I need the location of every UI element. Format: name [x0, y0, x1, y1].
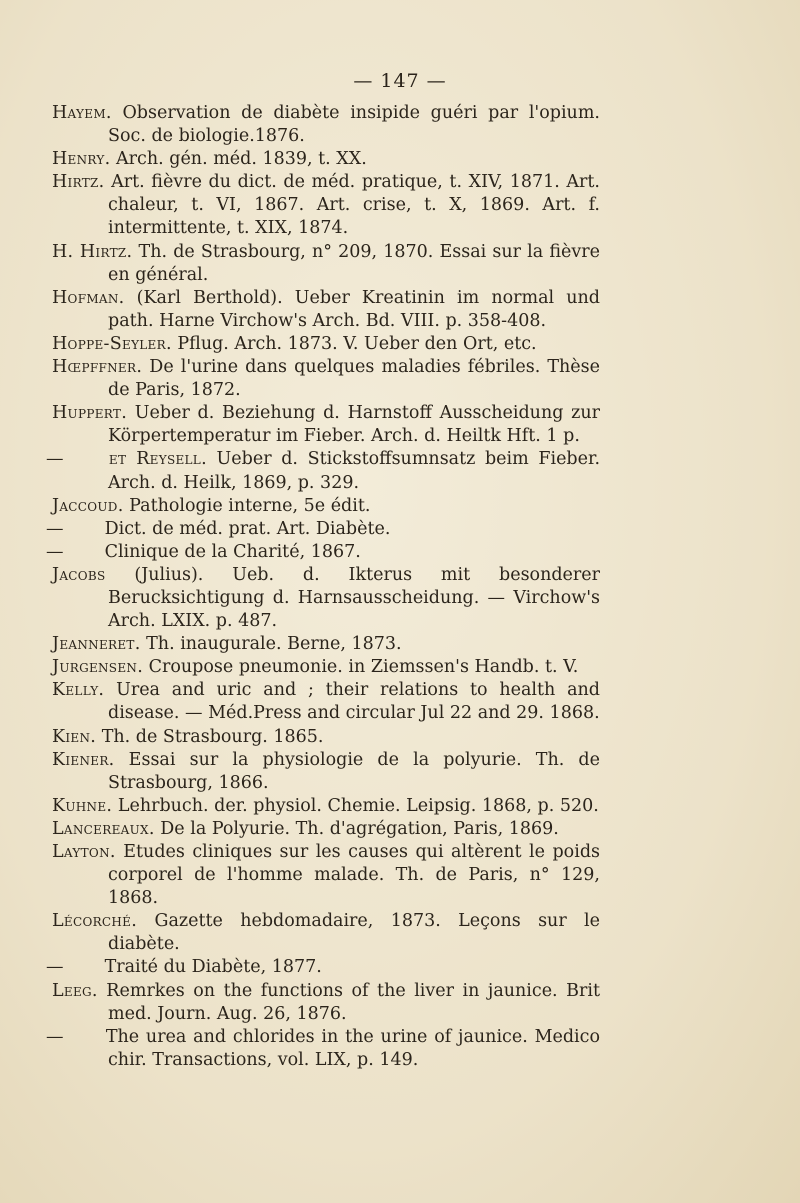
ditto-dash: —	[46, 541, 64, 562]
ditto-dash: —	[46, 449, 64, 470]
bibliography-entry	[52, 171, 600, 240]
bibliography-entry	[52, 241, 600, 287]
author-name: Hofman.	[52, 287, 125, 308]
bibliography-entry	[52, 656, 600, 679]
bibliography-entry	[52, 910, 600, 956]
bibliography-entry	[52, 495, 600, 518]
author-name: Jeanneret.	[52, 634, 141, 655]
entry-text: De l'urine dans quelques maladies fébriles. Thèse de Paris, 1872.	[108, 357, 600, 401]
ditto-dash: —	[46, 1026, 64, 1047]
bibliography-entry	[52, 818, 600, 841]
bibliography-entry	[52, 356, 600, 402]
bibliography-entry	[52, 287, 600, 333]
page-number: — 147 —	[353, 70, 447, 92]
entry-text: Remrkes on the functions of the liver in jaunice. Brit med. Journ. Aug. 26, 1876.	[97, 980, 600, 1024]
bibliography-entry	[52, 679, 600, 725]
entry-text: Urea and uric and ; their relations to health and disease. — Méd.Press and circular Jul 22 and 29. 1868.	[104, 680, 600, 724]
bibliography-entry	[46, 1026, 600, 1072]
bibliography-entry	[52, 749, 600, 795]
entry-text: Dict. de méd. prat. Art. Diabète.	[99, 518, 391, 539]
bibliography-entry	[46, 541, 600, 564]
entry-text: Croupose pneumonie. in Ziemssen's Handb. t. V.	[143, 657, 579, 678]
entry-text: Etudes cliniques sur les causes qui altèrent le poids corporel de l'homme malade. Th. de Paris, n° 129, 1868.	[108, 842, 600, 909]
entry-text: Art. fièvre du dict. de méd. pratique, t. XIV, 1871. Art. chaleur, t. VI, 1867. Art. crise, t. X, 1869. Art. f. intermittente, t. XIX, 1874.	[104, 172, 600, 239]
author-name: Jaccoud.	[52, 495, 124, 516]
author-name: Hayem.	[52, 103, 112, 123]
entry-text: Observation de diabète insipide guéri par l'opium. Soc. de biologie.1876.	[108, 103, 600, 147]
bibliography-entry	[52, 795, 600, 818]
entry-text: Gazette hebdomadaire, 1873. Leçons sur le diabète.	[108, 911, 600, 955]
entry-text: (Karl Berthold). Ueber Kreatinin im normal und path. Harne Virchow's Arch. Bd. VIII. p. 358-408.	[108, 287, 600, 331]
entry-text: The urea and chlorides in the urine of jaunice. Medico chir. Transactions, vol. LIX, p. 149.	[99, 1026, 600, 1070]
bibliography-entry	[52, 841, 600, 910]
bibliography-entry	[46, 448, 601, 494]
entry-text: De la Polyurie. Th. d'agrégation, Paris, 1869.	[154, 818, 559, 839]
bibliography-entry	[46, 518, 600, 541]
ditto-dash: —	[46, 957, 64, 978]
author-name: Kuhne.	[52, 795, 113, 816]
entry-text: Pathologie interne, 5e édit.	[123, 495, 371, 516]
entry-text: Lehrbuch. der. physiol. Chemie. Leipsig. 1868, p. 520.	[112, 795, 599, 816]
entry-text: Th. inaugurale. Berne, 1873.	[140, 634, 402, 655]
bibliography-entry	[52, 148, 600, 171]
author-name: Layton.	[52, 842, 116, 862]
author-name: Hirtz.	[52, 172, 105, 193]
bibliography-entry	[52, 564, 600, 633]
entry-text: Arch. gén. méd. 1839, t. XX.	[110, 149, 367, 170]
entry-text: Traité du Diabète, 1877.	[99, 957, 322, 978]
author-name: et Reysell.	[99, 449, 207, 470]
author-name: Jacobs	[52, 564, 106, 585]
author-name: Huppert.	[52, 403, 128, 424]
entry-text: (Julius). Ueb. d. Ikterus mit besonderer Berucksichtigung d. Harnsausscheidung. — Virchow's Arch. LXIX. p. 487.	[105, 564, 600, 632]
author-name: Hœpffner.	[52, 357, 143, 378]
bibliography-entry	[52, 333, 600, 356]
entry-text: Ueber d. Beziehung d. Harnstoff Ausscheidung zur Körpertemperatur im Fieber. Arch. d. Heiltk Hft. 1 p.	[108, 403, 600, 447]
bibliography-entry	[52, 633, 600, 656]
bibliography-entry	[52, 726, 600, 749]
bibliography-entry	[46, 956, 600, 979]
author-name: Hoppe-Seyler.	[52, 333, 172, 354]
author-name: Jurgensen.	[52, 657, 144, 678]
entry-text: Essai sur la physiologie de la polyurie. Th. de Strasbourg, 1866.	[108, 749, 600, 793]
bibliography-entry	[52, 402, 600, 448]
author-name: Kien.	[52, 726, 97, 747]
bibliography-entry	[52, 980, 600, 1026]
author-name: Lancereaux.	[52, 818, 155, 839]
bibliography-entry	[52, 102, 600, 148]
author-name: Kiener.	[52, 749, 115, 770]
bibliography-list	[46, 102, 601, 1072]
author-name: H. Hirtz.	[52, 241, 133, 262]
entry-text: Clinique de la Charité, 1867.	[99, 541, 361, 562]
entry-text: Pflug. Arch. 1873. V. Ueber den Ort, etc.	[171, 333, 537, 354]
author-name: Kelly.	[52, 680, 105, 701]
entry-text: Ueber d. Stickstoffsumnsatz beim Fieber. Arch. d. Heilk, 1869, p. 329.	[108, 449, 601, 493]
author-name: Lécorché.	[52, 911, 138, 932]
entry-text: Th. de Strasbourg. 1865.	[96, 726, 324, 747]
author-name: Leeg.	[52, 980, 98, 1001]
author-name: Henry.	[52, 149, 111, 170]
entry-text: Th. de Strasbourg, n° 209, 1870. Essai sur la fièvre en général.	[108, 241, 600, 285]
ditto-dash: —	[46, 518, 64, 539]
